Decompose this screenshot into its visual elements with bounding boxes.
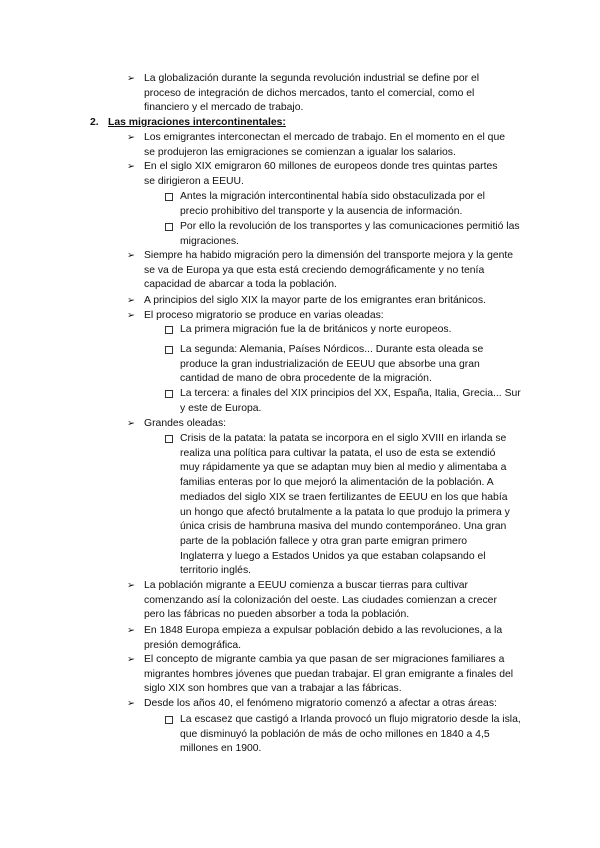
list-item [127,72,506,116]
arrow-bullet-icon: ➢ [127,295,135,306]
sub-list-item-text: La primera migración fue la de británicos y norte europeos. [180,324,452,335]
sub-list-item [180,190,510,219]
list-item [127,417,514,432]
sub-list-item-text: Por ello la revolución de los transportes y las comunicaciones permitió las migraciones. [180,221,520,247]
arrow-bullet-icon: ➢ [127,161,135,172]
list-item-text: La globalización durante la segunda revolución industrial se define por el proceso de integración de dichos mercados, tanto el comercial, como el financiero y el mercado de trabajo. [144,73,480,114]
list-item [127,249,514,293]
list-item [127,160,508,189]
arrow-bullet-icon: ➢ [127,73,135,84]
arrow-bullet-icon: ➢ [127,132,135,143]
list-item-text: El concepto de migrante cambia ya que pasan de ser migraciones familiares a migrantes hombres jóvenes que puedan trabajar. El gran emigrante a finales del siglo XIX son hombres que van a trabajar a las fábricas. [144,654,514,695]
sub-list-item [180,343,513,387]
arrow-bullet-icon: ➢ [127,625,135,636]
list-item [127,131,510,160]
checkbox-bullet-icon [165,326,173,334]
arrow-bullet-icon: ➢ [127,580,135,591]
checkbox-bullet-icon [165,193,173,201]
arrow-bullet-icon: ➢ [127,250,135,261]
list-item [127,653,516,697]
section-number: 2. [90,117,99,128]
list-item-text: El proceso migratorio se produce en varias oleadas: [144,310,384,321]
arrow-bullet-icon: ➢ [127,310,135,321]
sub-list-item [180,432,513,579]
sub-list-item [180,387,525,416]
checkbox-bullet-icon [165,716,173,724]
sub-list-item-text: Crisis de la patata: la patata se incorpora en el siglo XVIII en irlanda se realiza una política para cultivar la patata, el uso de esta se extendió muy rápidamente ya que se adaptan muy bien al medio y alimentaba a familias enteras por lo que mejoró la alimentación de la población. A mediados del siglo XIX se traen fertilizantes de EEUU en los que había un hongo que afectó brutalmente a la patata lo que produjo la primera y única crisis de hambruna masiva del mundo contemporáneo. Una gran parte de la población fallece y otra gran parte emigran primero Inglaterra y luego a Estados Unidos ya que estaban colapsando el territorio inglés. [180,433,510,577]
list-item [127,294,514,309]
sub-list-item [180,323,520,338]
list-item-text: Siempre ha habido migración pero la dimensión del transporte mejora y la gente se va de Europa ya que esta está creciendo demográficamente y no tenía capacidad de abarcar a toda la población. [144,250,514,291]
section-title: Las migraciones intercontinentales: [108,117,286,128]
list-item-text: Grandes oleadas: [144,418,227,429]
list-item [127,309,514,324]
list-item-text: La población migrante a EEUU comienza a buscar tierras para cultivar comenzando así la colonización del oeste. Las ciudades comienzan a crecer pero las fábricas no pueden absorber a toda la población. [144,580,497,621]
list-item-text: Los emigrantes interconectan el mercado de trabajo. En el momento en el que se produjeron las emigraciones se comienzan a igualar los salarios. [144,132,505,158]
sub-list-item-text: La escasez que castigó a Irlanda provocó un flujo migratorio desde la isla, que disminuyó la población de más de ocho millones en 1840 a 4,5 millones en 1900. [180,714,521,755]
sub-list-item-text: La segunda: Alemania, Países Nórdicos... Durante esta oleada se produce la gran industrialización de EEUU que absorbe una gran cantidad de mano de obra procedente de la migración. [180,344,484,385]
checkbox-bullet-icon [165,346,173,354]
list-item-text: En 1848 Europa empieza a expulsar población debido a las revoluciones, a la presión demográfica. [144,625,503,651]
sub-list-item-text: Antes la migración intercontinental había sido obstaculizada por el precio prohibitivo del transporte y la ausencia de información. [180,191,485,217]
section-heading [0,116,600,131]
list-item [127,579,516,623]
list-item [127,624,514,653]
checkbox-bullet-icon [165,223,173,231]
list-item-text: En el siglo XIX emigraron 60 millones de europeos donde tres quintas partes se dirigieron a EEUU. [144,161,498,187]
list-item-text: A principios del siglo XIX la mayor parte de los emigrantes eran británicos. [144,295,486,306]
checkbox-bullet-icon [165,390,173,398]
checkbox-bullet-icon [165,435,173,443]
list-item-text: Desde los años 40, el fenómeno migratorio comenzó a afectar a otras áreas: [144,698,497,709]
arrow-bullet-icon: ➢ [127,698,135,709]
arrow-bullet-icon: ➢ [127,418,135,429]
list-item [127,697,524,712]
sub-list-item [180,713,525,757]
sub-list-item-text: La tercera: a finales del XIX principios del XX, España, Italia, Grecia... Sur y este de Europa. [180,388,521,414]
arrow-bullet-icon: ➢ [127,654,135,665]
sub-list-item [180,220,525,249]
